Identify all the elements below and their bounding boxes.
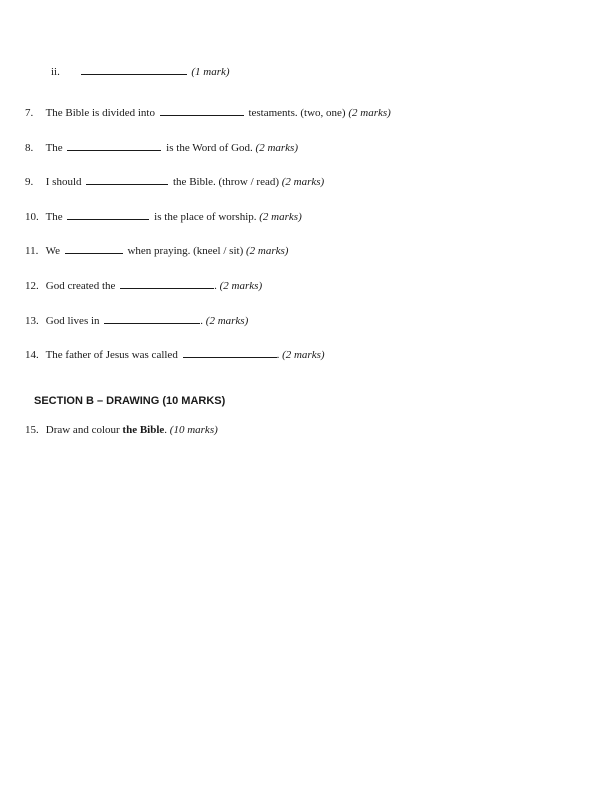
marks-label: (2 marks) <box>219 280 263 292</box>
question-text-before: Draw and colour <box>45 424 120 436</box>
marks-label: (2 marks) <box>348 107 391 119</box>
question-text-after: . <box>164 424 168 436</box>
marks-label: (10 marks) <box>169 424 218 436</box>
question-number: 14. <box>25 349 39 361</box>
question-10 <box>25 209 302 224</box>
drawing-area[interactable] <box>25 445 585 765</box>
question-11 <box>25 243 288 258</box>
question-text-before: The <box>45 142 63 154</box>
marks-label: (2 marks) <box>205 315 249 327</box>
answer-blank[interactable] <box>65 243 123 254</box>
question-number: 13. <box>25 315 39 327</box>
question-text-before: I should <box>45 176 82 188</box>
marks-label: (1 mark) <box>191 66 230 78</box>
question-8 <box>25 140 298 155</box>
question-text-after: . <box>200 315 204 327</box>
question-number: 12. <box>25 280 39 292</box>
answer-blank[interactable] <box>183 347 277 358</box>
question-text-after: testaments. (two, one) <box>248 107 346 119</box>
answer-blank[interactable] <box>81 64 187 75</box>
section-b-heading: SECTION B – DRAWING (10 MARKS) <box>34 395 226 407</box>
answer-blank[interactable] <box>86 174 168 185</box>
question-number: 8. <box>25 142 34 154</box>
question-text-after: the Bible. (throw / read) <box>173 176 279 188</box>
question-text-after: is the Word of God. <box>166 142 253 154</box>
question-9 <box>25 174 324 189</box>
question-number: 10. <box>25 211 39 223</box>
answer-blank[interactable] <box>67 140 161 151</box>
marks-label: (2 marks) <box>282 349 325 361</box>
question-text-after: when praying. (kneel / sit) <box>127 245 244 257</box>
question-number: 11. <box>25 245 39 257</box>
question-ii <box>51 64 230 79</box>
question-number: 15. <box>25 424 39 436</box>
answer-blank[interactable] <box>160 105 244 116</box>
marks-label: (2 marks) <box>281 176 325 188</box>
question-text-before: God created the <box>45 280 116 292</box>
question-number: 9. <box>25 176 34 188</box>
question-text-after: is the place of worship. <box>154 211 257 223</box>
question-text-after: . <box>214 280 217 292</box>
answer-blank[interactable] <box>120 278 214 289</box>
question-7 <box>25 105 391 120</box>
question-15 <box>25 423 218 437</box>
marks-label: (2 marks) <box>255 142 298 154</box>
question-text-before: God lives in <box>45 315 100 327</box>
question-14 <box>25 347 325 362</box>
marks-label: (2 marks) <box>259 211 302 223</box>
question-text-bold: the Bible <box>122 424 165 436</box>
question-number: ii. <box>51 66 60 78</box>
answer-blank[interactable] <box>104 313 200 324</box>
question-number: 7. <box>25 107 34 119</box>
answer-blank[interactable] <box>67 209 149 220</box>
question-text-before: The father of Jesus was called <box>45 349 178 361</box>
question-12 <box>25 278 262 293</box>
question-text-before: We <box>45 245 60 257</box>
marks-label: (2 marks) <box>245 245 289 257</box>
question-text-before: The Bible is divided into <box>45 107 155 119</box>
question-text-before: The <box>45 211 63 223</box>
question-13 <box>25 313 248 328</box>
question-text-after: . <box>276 349 280 361</box>
